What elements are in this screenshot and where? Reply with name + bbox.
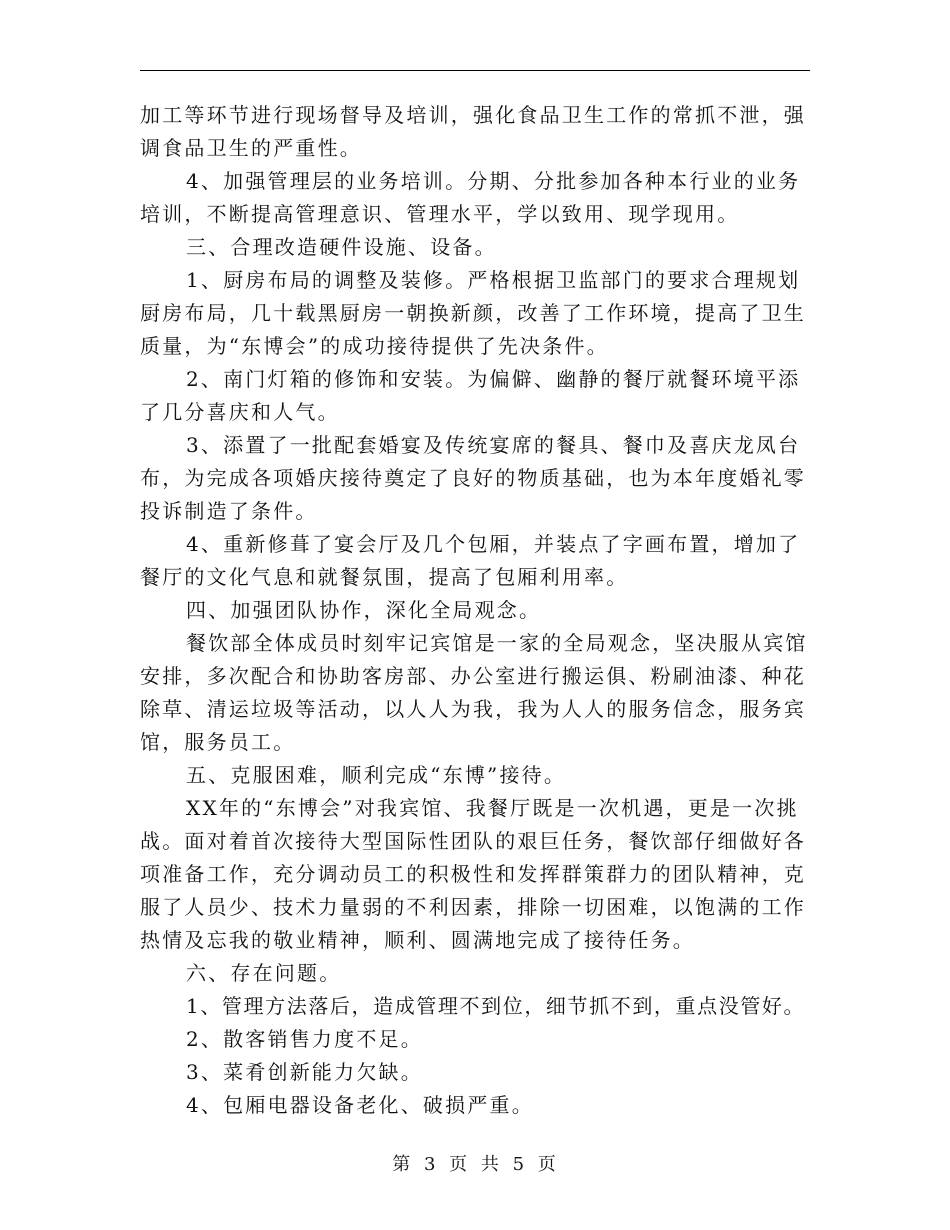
paragraph-4: 1、厨房布局的调整及装修。严格根据卫监部门的要求合理规划厨房布局，几十载黑厨房一朝换新颜，改善了工作环境，提高了卫生质量，为“东博会”的成功接待提供了先决条件。 [140, 268, 806, 358]
issue-item-2: 2、散客销售力度不足。 [186, 1027, 423, 1051]
document-body [140, 99, 810, 1122]
section-heading-3: 三、合理改造硬件设施、设备。 [186, 235, 497, 259]
issue-item-1: 1、管理方法落后，造成管理不到位，细节抓不到，重点没管好。 [186, 994, 806, 1018]
issue-item-3: 3、菜肴创新能力欠缺。 [186, 1060, 423, 1084]
paragraph-11: XX年的“东博会”对我宾馆、我餐厅既是一次机遇，更是一次挑战。面对着首次接待大型国际性团队的艰巨任务，餐饮部仔细做好各项准备工作，充分调动员工的积极性和发挥群策群力的团队精神，克服了人员少、技术力量弱的不利因素，排除一切困难，以饱满的工作热情及忘我的敬业精神，顺利、圆满地完成了接待任务。 [140, 796, 806, 952]
paragraph-9: 餐饮部全体成员时刻牢记宾馆是一家的全局观念，坚决服从宾馆安排，多次配合和协助客房部、办公室进行搬运俱、粉刷油漆、种花除草、清运垃圾等活动，以人人为我，我为人人的服务信念，服务宾馆，服务员工。 [140, 631, 808, 754]
paragraph-7: 4、重新修葺了宴会厅及几个包厢，并装点了字画布置，增加了餐厅的文化气息和就餐氛围，提高了包厢利用率。 [140, 532, 801, 589]
paragraph-6: 3、添置了一批配套婚宴及传统宴席的餐具、餐巾及喜庆龙凤台布，为完成各项婚庆接待奠定了良好的物质基础，也为本年度婚礼零投诉制造了条件。 [140, 433, 806, 523]
header-rule [140, 70, 810, 71]
paragraph-1: 加工等环节进行现场督导及培训，强化食品卫生工作的常抓不泄，强调食品卫生的严重性。 [140, 103, 806, 160]
issue-item-4: 4、包厢电器设备老化、破损严重。 [186, 1093, 534, 1117]
section-heading-5: 五、克服困难，顺利完成“东博”接待。 [186, 763, 567, 787]
paragraph-2: 4、加强管理层的业务培训。分期、分批参加各种本行业的业务培训，不断提高管理意识、管理水平，学以致用、现学现用。 [140, 169, 801, 226]
paragraph-5: 2、南门灯箱的修饰和安装。为偏僻、幽静的餐厅就餐环境平添了几分喜庆和人气。 [140, 367, 801, 424]
section-heading-4: 四、加强团队协作，深化全局观念。 [186, 598, 542, 622]
page-number-footer: 第 3 页 共 5 页 [392, 1154, 558, 1175]
section-heading-6: 六、存在问题。 [186, 961, 342, 985]
